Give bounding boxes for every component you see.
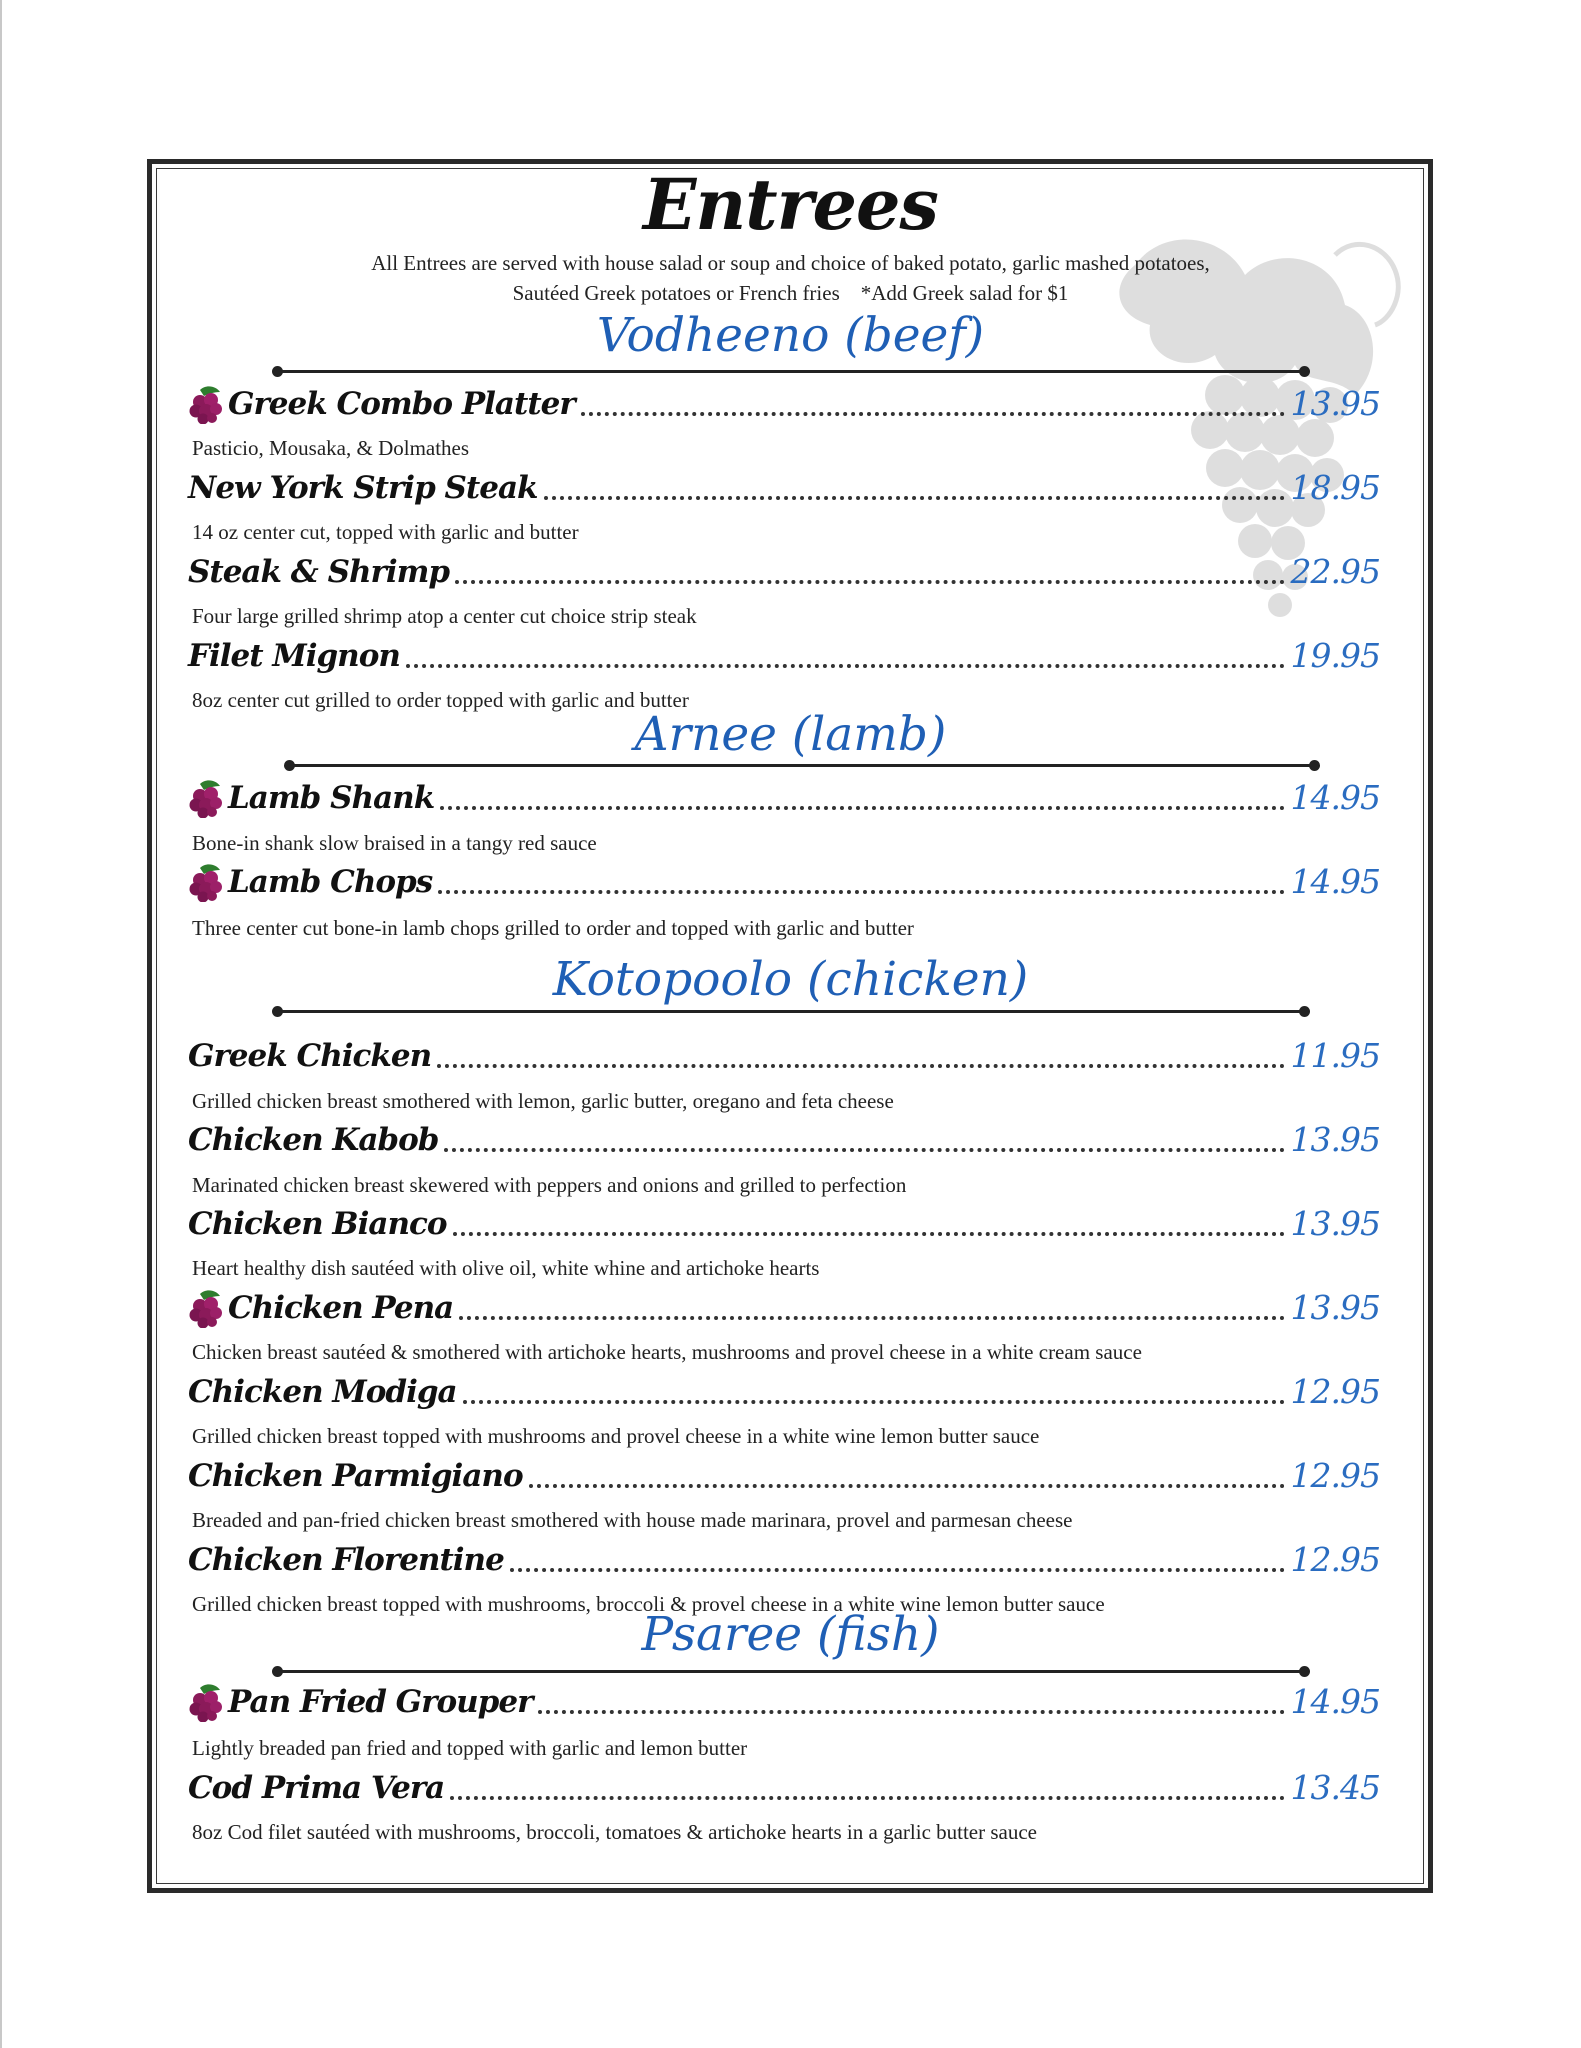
- item-price: 14.95: [1290, 862, 1380, 901]
- item-price: 11.95: [1290, 1036, 1380, 1075]
- menu-item-lamb-chops: [188, 856, 1380, 904]
- item-description: Grilled chicken breast smothered with lemon, garlic butter, oregano and feta cheese: [192, 1089, 894, 1113]
- item-description: Bone-in shank slow braised in a tangy red sauce: [192, 831, 597, 855]
- item-name: Lamb Shank: [228, 780, 435, 816]
- dot-leader: [581, 412, 1285, 416]
- dot-leader: [440, 806, 1284, 810]
- menu-intro: [0, 248, 1581, 308]
- section-heading-lamb: Arnee (lamb): [634, 707, 947, 762]
- item-name: Chicken Parmigiano: [188, 1458, 523, 1494]
- item-price: 13.45: [1290, 1768, 1380, 1807]
- dot-leader: [444, 1148, 1284, 1152]
- item-price: 18.95: [1290, 468, 1380, 507]
- item-price: 13.95: [1290, 1288, 1380, 1327]
- menu-item-chicken-parmigiano: [188, 1450, 1380, 1498]
- item-price: 13.95: [1290, 1120, 1380, 1159]
- dot-leader: [453, 1232, 1285, 1236]
- item-name: Filet Mignon: [188, 638, 400, 674]
- item-name: Chicken Pena: [228, 1290, 454, 1326]
- menu-item-pan-fried-grouper: [188, 1676, 1380, 1724]
- dot-leader: [437, 1064, 1284, 1068]
- item-price: 22.95: [1290, 552, 1380, 591]
- item-name: New York Strip Steak: [188, 470, 538, 506]
- menu-item-chicken-pena: [188, 1282, 1380, 1330]
- intro-line-2: Sautéed Greek potatoes or French fries *Add Greek salad for $1: [512, 281, 1069, 305]
- section-divider: [288, 764, 1316, 767]
- dot-leader: [455, 580, 1284, 584]
- item-name: Chicken Modiga: [188, 1374, 457, 1410]
- item-description: Four large grilled shrimp atop a center cut choice strip steak: [192, 604, 697, 628]
- item-price: 12.95: [1290, 1456, 1380, 1495]
- item-name: Chicken Bianco: [188, 1206, 447, 1242]
- item-price: 12.95: [1290, 1540, 1380, 1579]
- dot-leader: [510, 1568, 1285, 1572]
- dot-leader: [529, 1484, 1285, 1488]
- item-description: 8oz Cod filet sautéed with mushrooms, broccoli, tomatoes & artichoke hearts in a garlic butter sauce: [192, 1820, 1038, 1844]
- item-name: Pan Fried Grouper: [228, 1684, 533, 1720]
- menu-item-chicken-florentine: [188, 1534, 1380, 1582]
- item-price: 14.95: [1290, 1682, 1380, 1721]
- dot-leader: [438, 890, 1284, 894]
- section-divider: [276, 370, 1306, 373]
- grape-cluster-icon: [188, 778, 224, 818]
- item-description: Breaded and pan-fried chicken breast smothered with house made marinara, provel and parmesan cheese: [192, 1508, 1073, 1532]
- item-description: 14 oz center cut, topped with garlic and butter: [192, 520, 579, 544]
- item-price: 13.95: [1290, 384, 1380, 423]
- item-name: Greek Combo Platter: [228, 386, 575, 422]
- item-price: 12.95: [1290, 1372, 1380, 1411]
- dot-leader: [450, 1796, 1284, 1800]
- item-price: 13.95: [1290, 1204, 1380, 1243]
- section-divider: [276, 1670, 1306, 1673]
- menu-item-greek-chicken: [188, 1030, 1380, 1078]
- item-description: 8oz center cut grilled to order topped with garlic and butter: [192, 688, 689, 712]
- section-divider: [276, 1010, 1306, 1013]
- item-name: Cod Prima Vera: [188, 1770, 445, 1806]
- menu-item-cod-prima-vera: [188, 1762, 1380, 1810]
- grape-cluster-icon: [188, 1682, 224, 1722]
- item-name: Steak & Shrimp: [188, 554, 450, 590]
- intro-line-1: All Entrees are served with house salad or soup and choice of baked potato, garlic mashed potatoes,: [371, 251, 1210, 275]
- item-description: Three center cut bone-in lamb chops grilled to order and topped with garlic and butter: [192, 916, 914, 940]
- item-price: 19.95: [1290, 636, 1380, 675]
- grape-cluster-icon: [188, 862, 224, 902]
- item-description: Marinated chicken breast skewered with peppers and onions and grilled to perfection: [192, 1173, 907, 1197]
- item-name: Chicken Kabob: [188, 1122, 439, 1158]
- menu-item-chicken-bianco: [188, 1198, 1380, 1246]
- menu-item-chicken-kabob: [188, 1114, 1380, 1162]
- item-description: Lightly breaded pan fried and topped with garlic and lemon butter: [192, 1736, 748, 1760]
- grape-cluster-icon: [188, 384, 224, 424]
- menu-title: Entrees: [643, 163, 938, 246]
- item-description: Pasticio, Mousaka, & Dolmathes: [192, 436, 470, 460]
- item-name: Greek Chicken: [188, 1038, 432, 1074]
- item-name: Chicken Florentine: [188, 1542, 504, 1578]
- item-description: Grilled chicken breast topped with mushrooms, broccoli & provel cheese in a white wine lemon butter sauce: [192, 1592, 1105, 1616]
- dot-leader: [544, 496, 1285, 500]
- item-price: 14.95: [1290, 778, 1380, 817]
- section-heading-chicken: Kotopoolo (chicken): [552, 952, 1029, 1007]
- item-description: Chicken breast sautéed & smothered with artichoke hearts, mushrooms and provel cheese in a white cream sauce: [192, 1340, 1142, 1364]
- menu-item-lamb-shank: [188, 772, 1380, 820]
- dot-leader: [463, 1400, 1285, 1404]
- menu-item-filet-mignon: [188, 630, 1380, 678]
- grape-cluster-icon: [188, 1288, 224, 1328]
- menu-item-new-york-strip-steak: [188, 462, 1380, 510]
- item-description: Grilled chicken breast topped with mushrooms and provel cheese in a white wine lemon butter sauce: [192, 1424, 1040, 1448]
- menu-item-greek-combo-platter: [188, 378, 1380, 426]
- item-name: Lamb Chops: [228, 864, 433, 900]
- section-heading-beef: Vodheeno (beef): [596, 308, 985, 363]
- menu-item-chicken-modiga: [188, 1366, 1380, 1414]
- section-heading-fish: Psaree (fish): [641, 1607, 940, 1662]
- dot-leader: [406, 664, 1285, 668]
- dot-leader: [538, 1710, 1284, 1714]
- menu-item-steak-shrimp: [188, 546, 1380, 594]
- item-description: Heart healthy dish sautéed with olive oil, white whine and artichoke hearts: [192, 1256, 820, 1280]
- dot-leader: [459, 1316, 1284, 1320]
